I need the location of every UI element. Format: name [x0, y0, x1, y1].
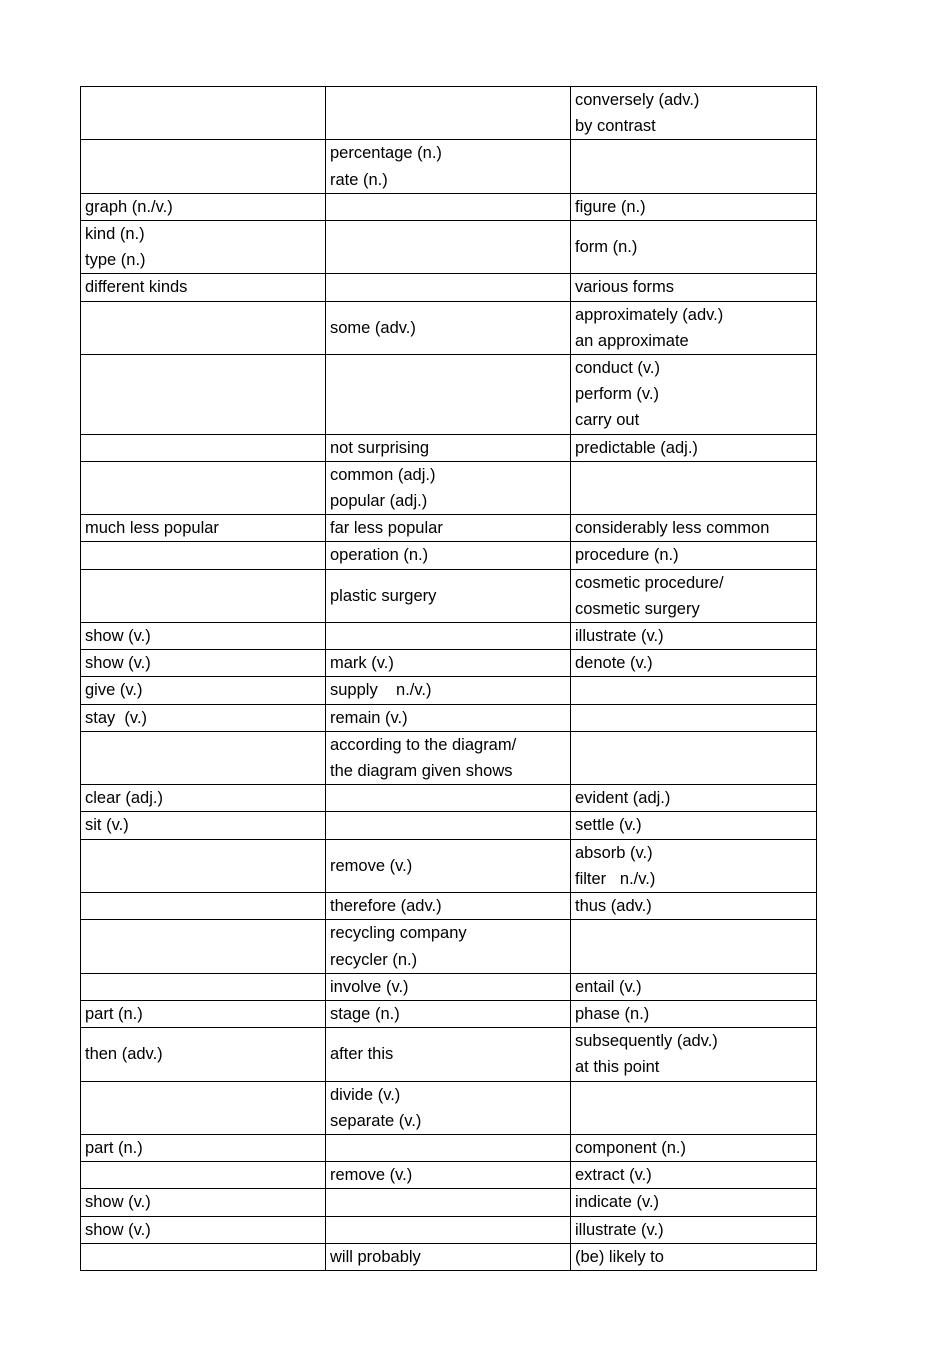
table-cell: [81, 785, 326, 812]
table-cell: [571, 515, 817, 542]
table-cell: [571, 569, 817, 622]
table-cell: [326, 785, 571, 812]
table-row: [81, 1134, 817, 1161]
table-cell: [81, 301, 326, 354]
table-cell: [81, 973, 326, 1000]
table-row: [81, 1216, 817, 1243]
cell-text: indicate (v.): [575, 1193, 660, 1212]
cell-text: much less popular: [85, 519, 219, 538]
cell-text: an approximate: [575, 331, 689, 350]
cell-text: show (v.): [85, 654, 151, 673]
table-cell: [81, 677, 326, 704]
table-cell: [326, 569, 571, 622]
table-cell: [571, 1000, 817, 1027]
cell-text: (be) likely to: [575, 1247, 664, 1266]
cell-text: show (v.): [85, 1220, 151, 1239]
table-row: [81, 515, 817, 542]
table-cell: [81, 893, 326, 920]
table-cell: [571, 785, 817, 812]
table-row: [81, 569, 817, 622]
cell-text: stay (v.): [85, 708, 148, 727]
table-cell: [81, 731, 326, 784]
table-cell: [571, 461, 817, 514]
cell-text: far less popular: [330, 519, 443, 538]
table-row: [81, 140, 817, 193]
cell-text: subsequently (adv.): [575, 1032, 718, 1051]
cell-text: cosmetic procedure/: [575, 573, 724, 592]
table-row: [81, 893, 817, 920]
table-row: [81, 87, 817, 140]
cell-text: procedure (n.): [575, 546, 679, 565]
cell-text: involve (v.): [330, 977, 409, 996]
table-cell: [81, 623, 326, 650]
cell-text: part (n.): [85, 1138, 143, 1157]
table-cell: [571, 1028, 817, 1081]
cell-text: different kinds: [85, 278, 188, 297]
cell-text: popular (adj.): [330, 492, 428, 511]
table-row: [81, 812, 817, 839]
table-cell: [326, 920, 571, 973]
table-row: [81, 355, 817, 435]
vocabulary-table: [80, 86, 817, 1271]
cell-text: not surprising: [330, 438, 430, 457]
table-cell: [571, 193, 817, 220]
table-cell: [326, 461, 571, 514]
cell-text: will probably: [330, 1247, 421, 1266]
table-cell: [571, 87, 817, 140]
table-cell: [81, 812, 326, 839]
cell-text: plastic surgery: [330, 586, 437, 605]
table-cell: [81, 1243, 326, 1270]
table-cell: [81, 434, 326, 461]
cell-text: extract (v.): [575, 1166, 652, 1185]
table-row: [81, 301, 817, 354]
cell-text: the diagram given shows: [330, 762, 513, 781]
table-cell: [326, 1162, 571, 1189]
table-cell: [571, 920, 817, 973]
table-cell: [81, 355, 326, 435]
table-cell: [326, 623, 571, 650]
table-cell: [326, 140, 571, 193]
table-row: [81, 704, 817, 731]
table-row: [81, 839, 817, 892]
cell-text: show (v.): [85, 627, 151, 646]
table-cell: [571, 812, 817, 839]
cell-text: perform (v.): [575, 385, 660, 404]
table-cell: [326, 355, 571, 435]
cell-text: by contrast: [575, 117, 656, 136]
table-row: [81, 731, 817, 784]
cell-text: absorb (v.): [575, 843, 653, 862]
table-cell: [571, 1189, 817, 1216]
table-cell: [81, 193, 326, 220]
cell-text: filter n./v.): [575, 869, 656, 888]
cell-text: conversely (adv.): [575, 91, 700, 109]
cell-text: according to the diagram/: [330, 735, 517, 754]
table-cell: [326, 812, 571, 839]
table-cell: [81, 650, 326, 677]
cell-text: sit (v.): [85, 816, 129, 835]
table-cell: [326, 839, 571, 892]
cell-text: after this: [330, 1045, 394, 1064]
cell-text: rate (n.): [330, 170, 388, 189]
cell-text: figure (n.): [575, 197, 646, 216]
cell-text: separate (v.): [330, 1111, 422, 1130]
table-cell: [571, 434, 817, 461]
table-cell: [81, 515, 326, 542]
table-cell: [81, 1081, 326, 1134]
table-cell: [571, 677, 817, 704]
table-cell: [571, 893, 817, 920]
cell-text: remove (v.): [330, 856, 413, 875]
table-cell: [326, 1216, 571, 1243]
table-cell: [571, 1134, 817, 1161]
cell-text: carry out: [575, 411, 640, 430]
table-row: [81, 1162, 817, 1189]
table-cell: [326, 973, 571, 1000]
cell-text: operation (n.): [330, 546, 429, 565]
cell-text: mark (v.): [330, 654, 394, 673]
table-cell: [326, 1028, 571, 1081]
table-cell: [571, 1216, 817, 1243]
cell-text: phase (n.): [575, 1004, 650, 1023]
table-cell: [81, 920, 326, 973]
table-row: [81, 1081, 817, 1134]
table-row: [81, 1000, 817, 1027]
cell-text: considerably less common: [575, 519, 770, 538]
table-cell: [571, 274, 817, 301]
table-cell: [326, 1189, 571, 1216]
table-cell: [571, 542, 817, 569]
table-cell: [81, 87, 326, 140]
cell-text: component (n.): [575, 1138, 686, 1157]
table-cell: [571, 704, 817, 731]
table-cell: [326, 1081, 571, 1134]
table-cell: [81, 1134, 326, 1161]
cell-text: illustrate (v.): [575, 627, 664, 646]
table-cell: [326, 221, 571, 274]
table-row: [81, 221, 817, 274]
cell-text: then (adv.): [85, 1045, 163, 1064]
cell-text: at this point: [575, 1058, 660, 1077]
table-cell: [571, 140, 817, 193]
table-cell: [81, 1189, 326, 1216]
cell-text: various forms: [575, 278, 675, 297]
cell-text: illustrate (v.): [575, 1220, 664, 1239]
table-cell: [326, 1000, 571, 1027]
table-cell: [571, 355, 817, 435]
vocabulary-table-body: [81, 87, 817, 1271]
cell-text: percentage (n.): [330, 144, 442, 163]
cell-text: part (n.): [85, 1004, 143, 1023]
cell-text: kind (n.): [85, 225, 145, 244]
table-row: [81, 650, 817, 677]
table-cell: [326, 193, 571, 220]
cell-text: denote (v.): [575, 654, 653, 673]
table-cell: [81, 221, 326, 274]
cell-text: common (adj.): [330, 465, 436, 484]
cell-text: remove (v.): [330, 1166, 413, 1185]
table-cell: [81, 1000, 326, 1027]
cell-text: settle (v.): [575, 816, 642, 835]
cell-text: supply n./v.): [330, 681, 432, 700]
cell-text: stage (n.): [330, 1004, 400, 1023]
cell-text: predictable (adj.): [575, 438, 698, 457]
cell-text: show (v.): [85, 1193, 151, 1212]
cell-text: thus (adv.): [575, 897, 652, 916]
table-cell: [571, 1081, 817, 1134]
table-cell: [81, 461, 326, 514]
cell-text: therefore (adv.): [330, 897, 442, 916]
cell-text: type (n.): [85, 251, 146, 270]
table-row: [81, 973, 817, 1000]
table-row: [81, 434, 817, 461]
table-cell: [81, 1028, 326, 1081]
cell-text: clear (adj.): [85, 789, 163, 808]
cell-text: entail (v.): [575, 977, 642, 996]
table-row: [81, 1243, 817, 1270]
table-cell: [571, 1243, 817, 1270]
cell-text: form (n.): [575, 238, 638, 257]
table-cell: [571, 839, 817, 892]
table-cell: [326, 1134, 571, 1161]
table-row: [81, 461, 817, 514]
table-row: [81, 920, 817, 973]
table-row: [81, 677, 817, 704]
table-cell: [81, 274, 326, 301]
table-row: [81, 1028, 817, 1081]
cell-text: divide (v.): [330, 1085, 401, 1104]
table-cell: [326, 87, 571, 140]
table-cell: [326, 731, 571, 784]
table-cell: [81, 1216, 326, 1243]
table-cell: [326, 301, 571, 354]
table-row: [81, 1189, 817, 1216]
table-cell: [326, 677, 571, 704]
table-cell: [326, 1243, 571, 1270]
table-cell: [326, 515, 571, 542]
cell-text: approximately (adv.): [575, 305, 724, 324]
cell-text: conduct (v.): [575, 359, 660, 378]
table-cell: [571, 731, 817, 784]
cell-text: graph (n./v.): [85, 197, 173, 216]
table-cell: [326, 704, 571, 731]
table-cell: [81, 1162, 326, 1189]
table-row: [81, 193, 817, 220]
cell-text: some (adv.): [330, 318, 416, 337]
cell-text: recycler (n.): [330, 950, 418, 969]
cell-text: recycling company: [330, 924, 467, 943]
table-row: [81, 623, 817, 650]
table-cell: [571, 221, 817, 274]
table-cell: [81, 839, 326, 892]
table-cell: [571, 973, 817, 1000]
table-cell: [81, 542, 326, 569]
table-cell: [81, 704, 326, 731]
table-cell: [81, 569, 326, 622]
table-cell: [571, 301, 817, 354]
cell-text: evident (adj.): [575, 789, 671, 808]
table-cell: [326, 542, 571, 569]
table-cell: [571, 1162, 817, 1189]
table-cell: [326, 650, 571, 677]
table-cell: [571, 623, 817, 650]
cell-text: remain (v.): [330, 708, 408, 727]
cell-text: give (v.): [85, 681, 143, 700]
table-cell: [571, 650, 817, 677]
table-cell: [326, 434, 571, 461]
cell-text: cosmetic surgery: [575, 599, 700, 618]
table-row: [81, 542, 817, 569]
table-row: [81, 785, 817, 812]
table-cell: [326, 893, 571, 920]
table-cell: [81, 140, 326, 193]
table-row: [81, 274, 817, 301]
table-cell: [326, 274, 571, 301]
